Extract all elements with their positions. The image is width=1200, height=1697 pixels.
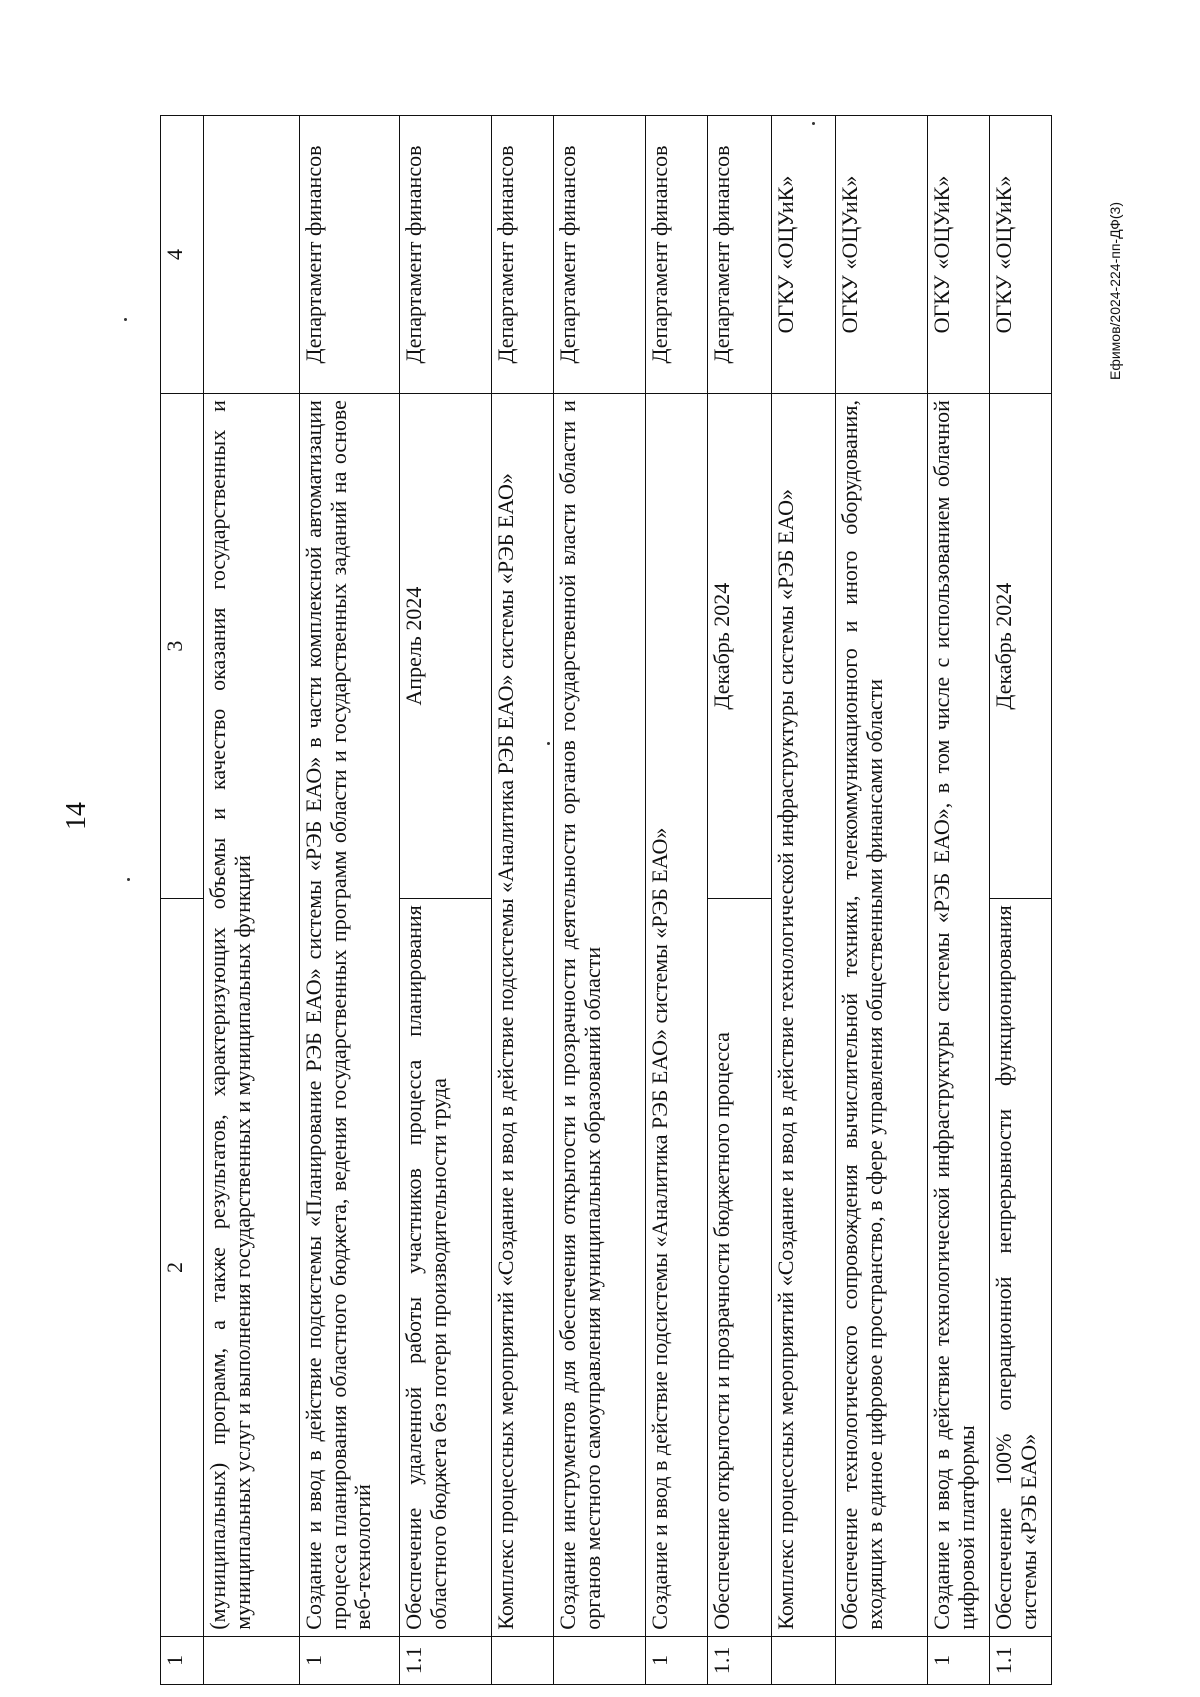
- header-col-1: 1: [161, 1636, 204, 1684]
- table-row: [990, 116, 1052, 1685]
- row-responsible: Департамент финансов: [300, 116, 400, 394]
- row-term: Декабрь 2024: [990, 394, 1052, 899]
- row-text: Создание и ввод в действие подсистемы «Аналитика РЭБ ЕАО» системы «РЭБ ЕАО»: [646, 394, 708, 1637]
- measures-table: [160, 115, 1052, 1685]
- row-text: Обеспечение удаленной работы участников процесса планирования областного бюджета без потери производительности труда: [400, 899, 492, 1637]
- row-text: (муниципальных) программ, а также результатов, характеризующих объемы и качество оказания государственных и муниципальных услуг и выполнения государственных и муниципальных функций: [204, 394, 300, 1637]
- row-number: [492, 1636, 554, 1684]
- row-text: Создание и ввод в действие подсистемы «Планирование РЭБ ЕАО» системы «РЭБ ЕАО» в части комплексной автоматизации процесса планирования областного бюджета, ведения государственных программ области и государственных заданий на основе веб-технологий: [300, 394, 400, 1637]
- row-responsible: Департамент финансов: [554, 116, 646, 394]
- row-responsible: ОГКУ «ОЦУиК»: [772, 116, 836, 394]
- row-number: 1: [646, 1636, 708, 1684]
- row-number: 1: [928, 1636, 990, 1684]
- row-text: Обеспечение 100% операционной непрерывности функционирования системы «РЭБ ЕАО»: [990, 899, 1052, 1637]
- row-text: Комплекс процессных мероприятий «Создание и ввод в действие технологической инфраструктуры системы «РЭБ ЕАО»: [772, 394, 836, 1637]
- row-number: 1.1: [708, 1636, 772, 1684]
- table-row: [708, 116, 772, 1685]
- rotated-table-container: [160, 115, 1045, 1685]
- page-number: 14: [61, 802, 92, 830]
- row-number: [554, 1636, 646, 1684]
- row-term: Декабрь 2024: [708, 394, 772, 899]
- row-number: 1: [300, 1636, 400, 1684]
- table-row: [400, 116, 492, 1685]
- row-responsible: Департамент финансов: [400, 116, 492, 394]
- table-row: [836, 116, 928, 1685]
- table-row: [554, 116, 646, 1685]
- row-responsible: Департамент финансов: [646, 116, 708, 394]
- table-header-row: [161, 116, 204, 1685]
- header-col-4: 4: [161, 116, 204, 394]
- table-row: [928, 116, 990, 1685]
- row-number: 1.1: [990, 1636, 1052, 1684]
- table-row: [492, 116, 554, 1685]
- header-col-2: 2: [161, 899, 204, 1637]
- table-row: [646, 116, 708, 1685]
- row-text: Обеспечение открытости и прозрачности бюджетного процесса: [708, 899, 772, 1637]
- header-col-3: 3: [161, 394, 204, 899]
- row-text: Обеспечение технологического сопровождения вычислительной техники, телекоммуникационного и иного оборудования, входящих в единое цифровое пространство, в сфере управления общественными финансами области: [836, 394, 928, 1637]
- table-row: [772, 116, 836, 1685]
- row-responsible: Департамент финансов: [492, 116, 554, 394]
- row-text: Создание и ввод в действие технологической инфраструктуры системы «РЭБ ЕАО», в том числе с использованием облачной цифровой платформы: [928, 394, 990, 1637]
- row-responsible: ОГКУ «ОЦУиК»: [990, 116, 1052, 394]
- row-responsible: [204, 116, 300, 394]
- row-text: Создание инструментов для обеспечения открытости и прозрачности деятельности органов государственной власти области и органов местного самоуправления муниципальных образований области: [554, 394, 646, 1637]
- row-number: [772, 1636, 836, 1684]
- row-number: [204, 1636, 300, 1684]
- row-responsible: ОГКУ «ОЦУиК»: [836, 116, 928, 394]
- row-text: Комплекс процессных мероприятий «Создание и ввод в действие подсистемы «Аналитика РЭБ ЕАО» системы «РЭБ ЕАО»: [492, 394, 554, 1637]
- row-term: Апрель 2024: [400, 394, 492, 899]
- document-code: Ефимов/2024-224-пп-ДФ(3): [1107, 202, 1123, 380]
- table-row: [300, 116, 400, 1685]
- row-number: [836, 1636, 928, 1684]
- row-number: 1.1: [400, 1636, 492, 1684]
- table-row: [204, 116, 300, 1685]
- row-responsible: Департамент финансов: [708, 116, 772, 394]
- row-responsible: ОГКУ «ОЦУиК»: [928, 116, 990, 394]
